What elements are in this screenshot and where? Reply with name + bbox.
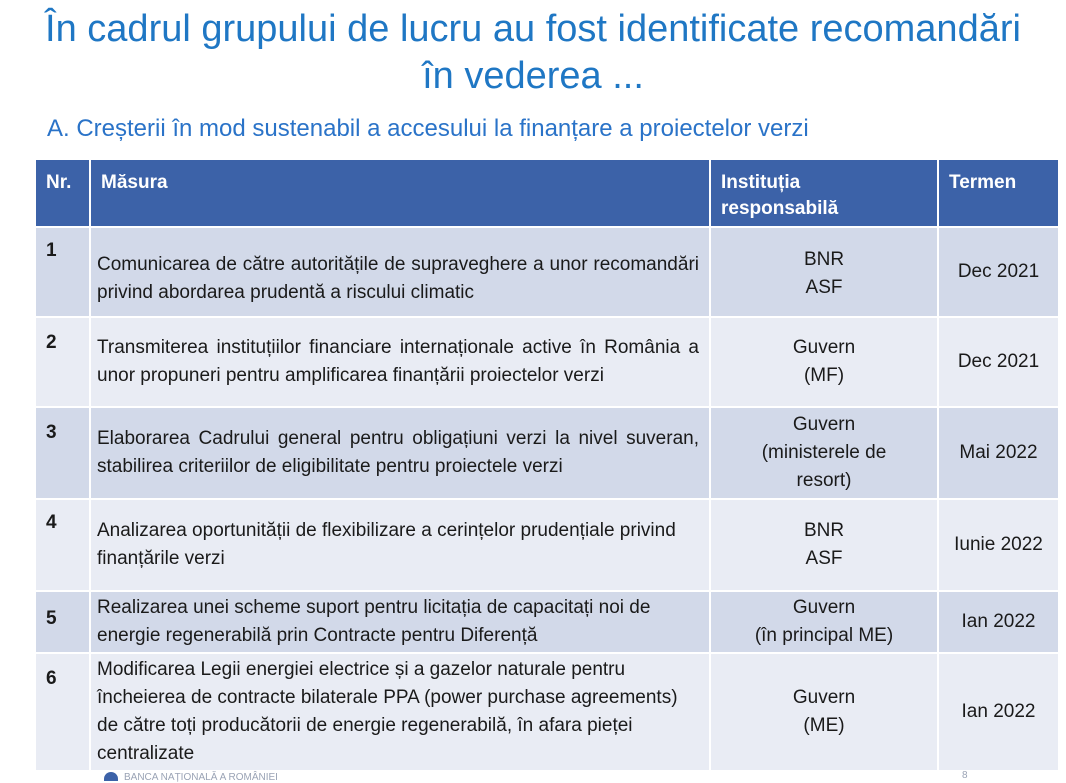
- bnr-logo-icon: [104, 772, 118, 781]
- row-measure: Analizarea oportunității de flexibilizare a cerințelor prudențiale privind finanțările verzi: [90, 499, 710, 591]
- table-header-row: [35, 159, 1059, 227]
- recommendations-table: [34, 158, 1060, 772]
- institution-line: (în principal ME): [754, 625, 894, 646]
- row-number: 6: [35, 653, 90, 771]
- institution-line: Guvern: [792, 597, 856, 618]
- row-term: Ian 2022: [938, 591, 1059, 653]
- institution-line: (ministerele de: [761, 442, 887, 463]
- row-term: Iunie 2022: [938, 499, 1059, 591]
- row-measure: Transmiterea instituțiilor financiare internaționale active în România a unor propuneri pentru amplificarea finanțării proiectelor verzi: [90, 317, 710, 407]
- table-row: [35, 591, 1059, 653]
- row-measure: Comunicarea de către autoritățile de supraveghere a unor recomandări privind abordarea prudentă a riscului climatic: [90, 227, 710, 317]
- header-term: Termen: [938, 159, 1059, 227]
- header-measure: Măsura: [90, 159, 710, 227]
- header-institution-line-2: responsabilă: [721, 198, 839, 219]
- slide-title: [0, 6, 1066, 100]
- row-institution: [710, 317, 938, 407]
- row-measure: Modificarea Legii energiei electrice și a gazelor naturale pentru încheierea de contracte bilaterale PPA (power purchase agreements) de către toți producătorii de energie regenerabilă, în afara pieței centralizate: [90, 653, 710, 771]
- institution-line: BNR: [803, 520, 845, 541]
- row-number: 1: [35, 227, 90, 317]
- row-number: 3: [35, 407, 90, 499]
- institution-line: (ME): [803, 715, 845, 736]
- footer-text: BANCA NAȚIONALĂ A ROMÂNIEI: [124, 772, 278, 783]
- row-term: Mai 2022: [938, 407, 1059, 499]
- row-institution: [710, 227, 938, 317]
- header-institution: [710, 159, 938, 227]
- slide-title-line-1: În cadrul grupului de lucru au fost identificate recomandări: [45, 8, 1021, 50]
- row-number: 2: [35, 317, 90, 407]
- row-number: 5: [35, 591, 90, 653]
- row-term: Ian 2022: [938, 653, 1059, 771]
- institution-line: (MF): [803, 365, 845, 386]
- table-row: [35, 227, 1059, 317]
- slide-subtitle: A. Creșterii în mod sustenabil a accesului la finanțare a proiectelor verzi: [47, 115, 809, 142]
- institution-line: ASF: [805, 548, 843, 569]
- header-institution-line-1: Instituția: [721, 172, 801, 193]
- table-row: [35, 499, 1059, 591]
- row-institution: [710, 653, 938, 771]
- slide-title-line-2: în vederea ...: [422, 55, 644, 97]
- row-measure: Realizarea unei scheme suport pentru licitația de capacitați noi de energie regenerabilă prin Contracte pentru Diferență: [90, 591, 710, 653]
- header-nr: Nr.: [35, 159, 90, 227]
- table-row: [35, 317, 1059, 407]
- table-row: [35, 653, 1059, 771]
- row-measure: Elaborarea Cadrului general pentru obligațiuni verzi la nivel suveran, stabilirea criteriilor de eligibilitate pentru proiectele verzi: [90, 407, 710, 499]
- row-institution: [710, 591, 938, 653]
- row-term: Dec 2021: [938, 317, 1059, 407]
- row-institution: [710, 407, 938, 499]
- institution-line: Guvern: [792, 687, 856, 708]
- institution-line: Guvern: [792, 414, 856, 435]
- row-term: Dec 2021: [938, 227, 1059, 317]
- institution-line: BNR: [803, 249, 845, 270]
- institution-line: ASF: [805, 277, 843, 298]
- row-number: 4: [35, 499, 90, 591]
- institution-line: resort): [796, 470, 852, 491]
- row-institution: [710, 499, 938, 591]
- page-number: 8: [962, 770, 968, 781]
- table-row: [35, 407, 1059, 499]
- institution-line: Guvern: [792, 337, 856, 358]
